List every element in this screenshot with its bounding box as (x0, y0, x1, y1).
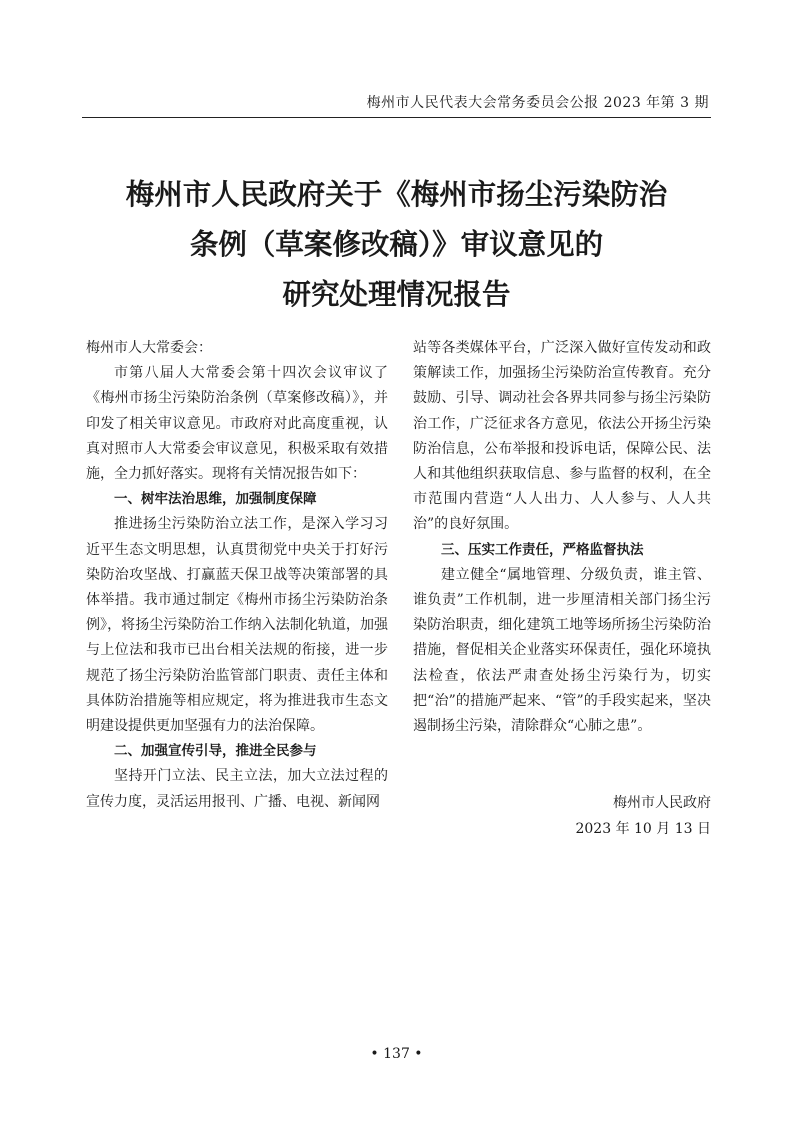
section-2-paragraph-start: 坚持开门立法、民主立法，加大立法过程的宣传力度，灵活运用报刊、广播、电视、新闻网 (86, 768, 388, 810)
section-2-paragraph-continued: 站等各类媒体平台，广泛深入做好宣传发动和政策解读工作，加强扬尘污染防治宣传教育。充分鼓励、引导、调动社会各界共同参与扬尘污染防治工作，广泛征求各方意见，依法公开扬尘污染防治信息，公布举报和投诉电话，保障公民、法人和其他组织获取信息、参与监督的权利，在全市范围内营造“人人出力、人人参与、人人共治”的良好氛围。 (413, 340, 711, 533)
left-column (86, 336, 388, 815)
section-1-heading: 一、树牢法治思维，加强制度保障 (114, 491, 317, 508)
page-number: • 137 • (370, 1046, 423, 1062)
signature-date: 2023 年 10 月 13 日 (575, 821, 711, 837)
bulletin-header: 梅州市人民代表大会常务委员会公报 2023 年第 3 期 (366, 95, 709, 111)
header-divider (82, 117, 711, 118)
title-line-1: 梅州市人民政府关于《梅州市扬尘污染防治 (125, 178, 668, 211)
signature-organization: 梅州市人民政府 (613, 795, 711, 811)
title-line-2: 条例（草案修改稿）》审议意见的 (189, 228, 604, 261)
salutation: 梅州市人大常委会： (86, 340, 212, 356)
title-line-3: 研究处理情况报告 (282, 278, 511, 311)
document-title (0, 170, 793, 320)
intro-paragraph: 市第八届人大常委会第十四次会议审议了《梅州市扬尘污染防治条例（草案修改稿）》，并印发了相关审议意见。市政府对此高度重视，认真对照市人大常委会审议意见，积极采取有效措施，全力抓好落实。现将有关情况报告如下： (86, 365, 388, 483)
section-2-heading: 二、加强宣传引导，推进全民参与 (114, 743, 317, 760)
section-3-heading: 三、压实工作责任，严格监督执法 (441, 541, 644, 558)
right-column (413, 336, 711, 739)
section-3-paragraph: 建立健全“属地管理、分级负责，谁主管、谁负责”工作机制，进一步厘清相关部门扬尘污染防治职责，细化建筑工地等场所扬尘污染防治措施，督促相关企业落实环保责任，强化环境执法检查，依法严肃查处扬尘污染行为，切实把“治”的措施严起来、“管”的手段实起来，坚决遏制扬尘污染，清除群众“心肺之患”。 (413, 566, 711, 735)
section-1-paragraph: 推进扬尘污染防治立法工作，是深入学习习近平生态文明思想，认真贯彻党中央关于打好污染防治攻坚战、打赢蓝天保卫战等决策部署的具体举措。我市通过制定《梅州市扬尘污染防治条例》，将扬尘污染防治工作纳入法制化轨道，加强与上位法和我市已出台相关法规的衔接，进一步规范了扬尘污染防治监管部门职责、责任主体和具体防治措施等相应规定，将为推进我市生态文明建设提供更加坚强有力的法治保障。 (86, 516, 388, 735)
